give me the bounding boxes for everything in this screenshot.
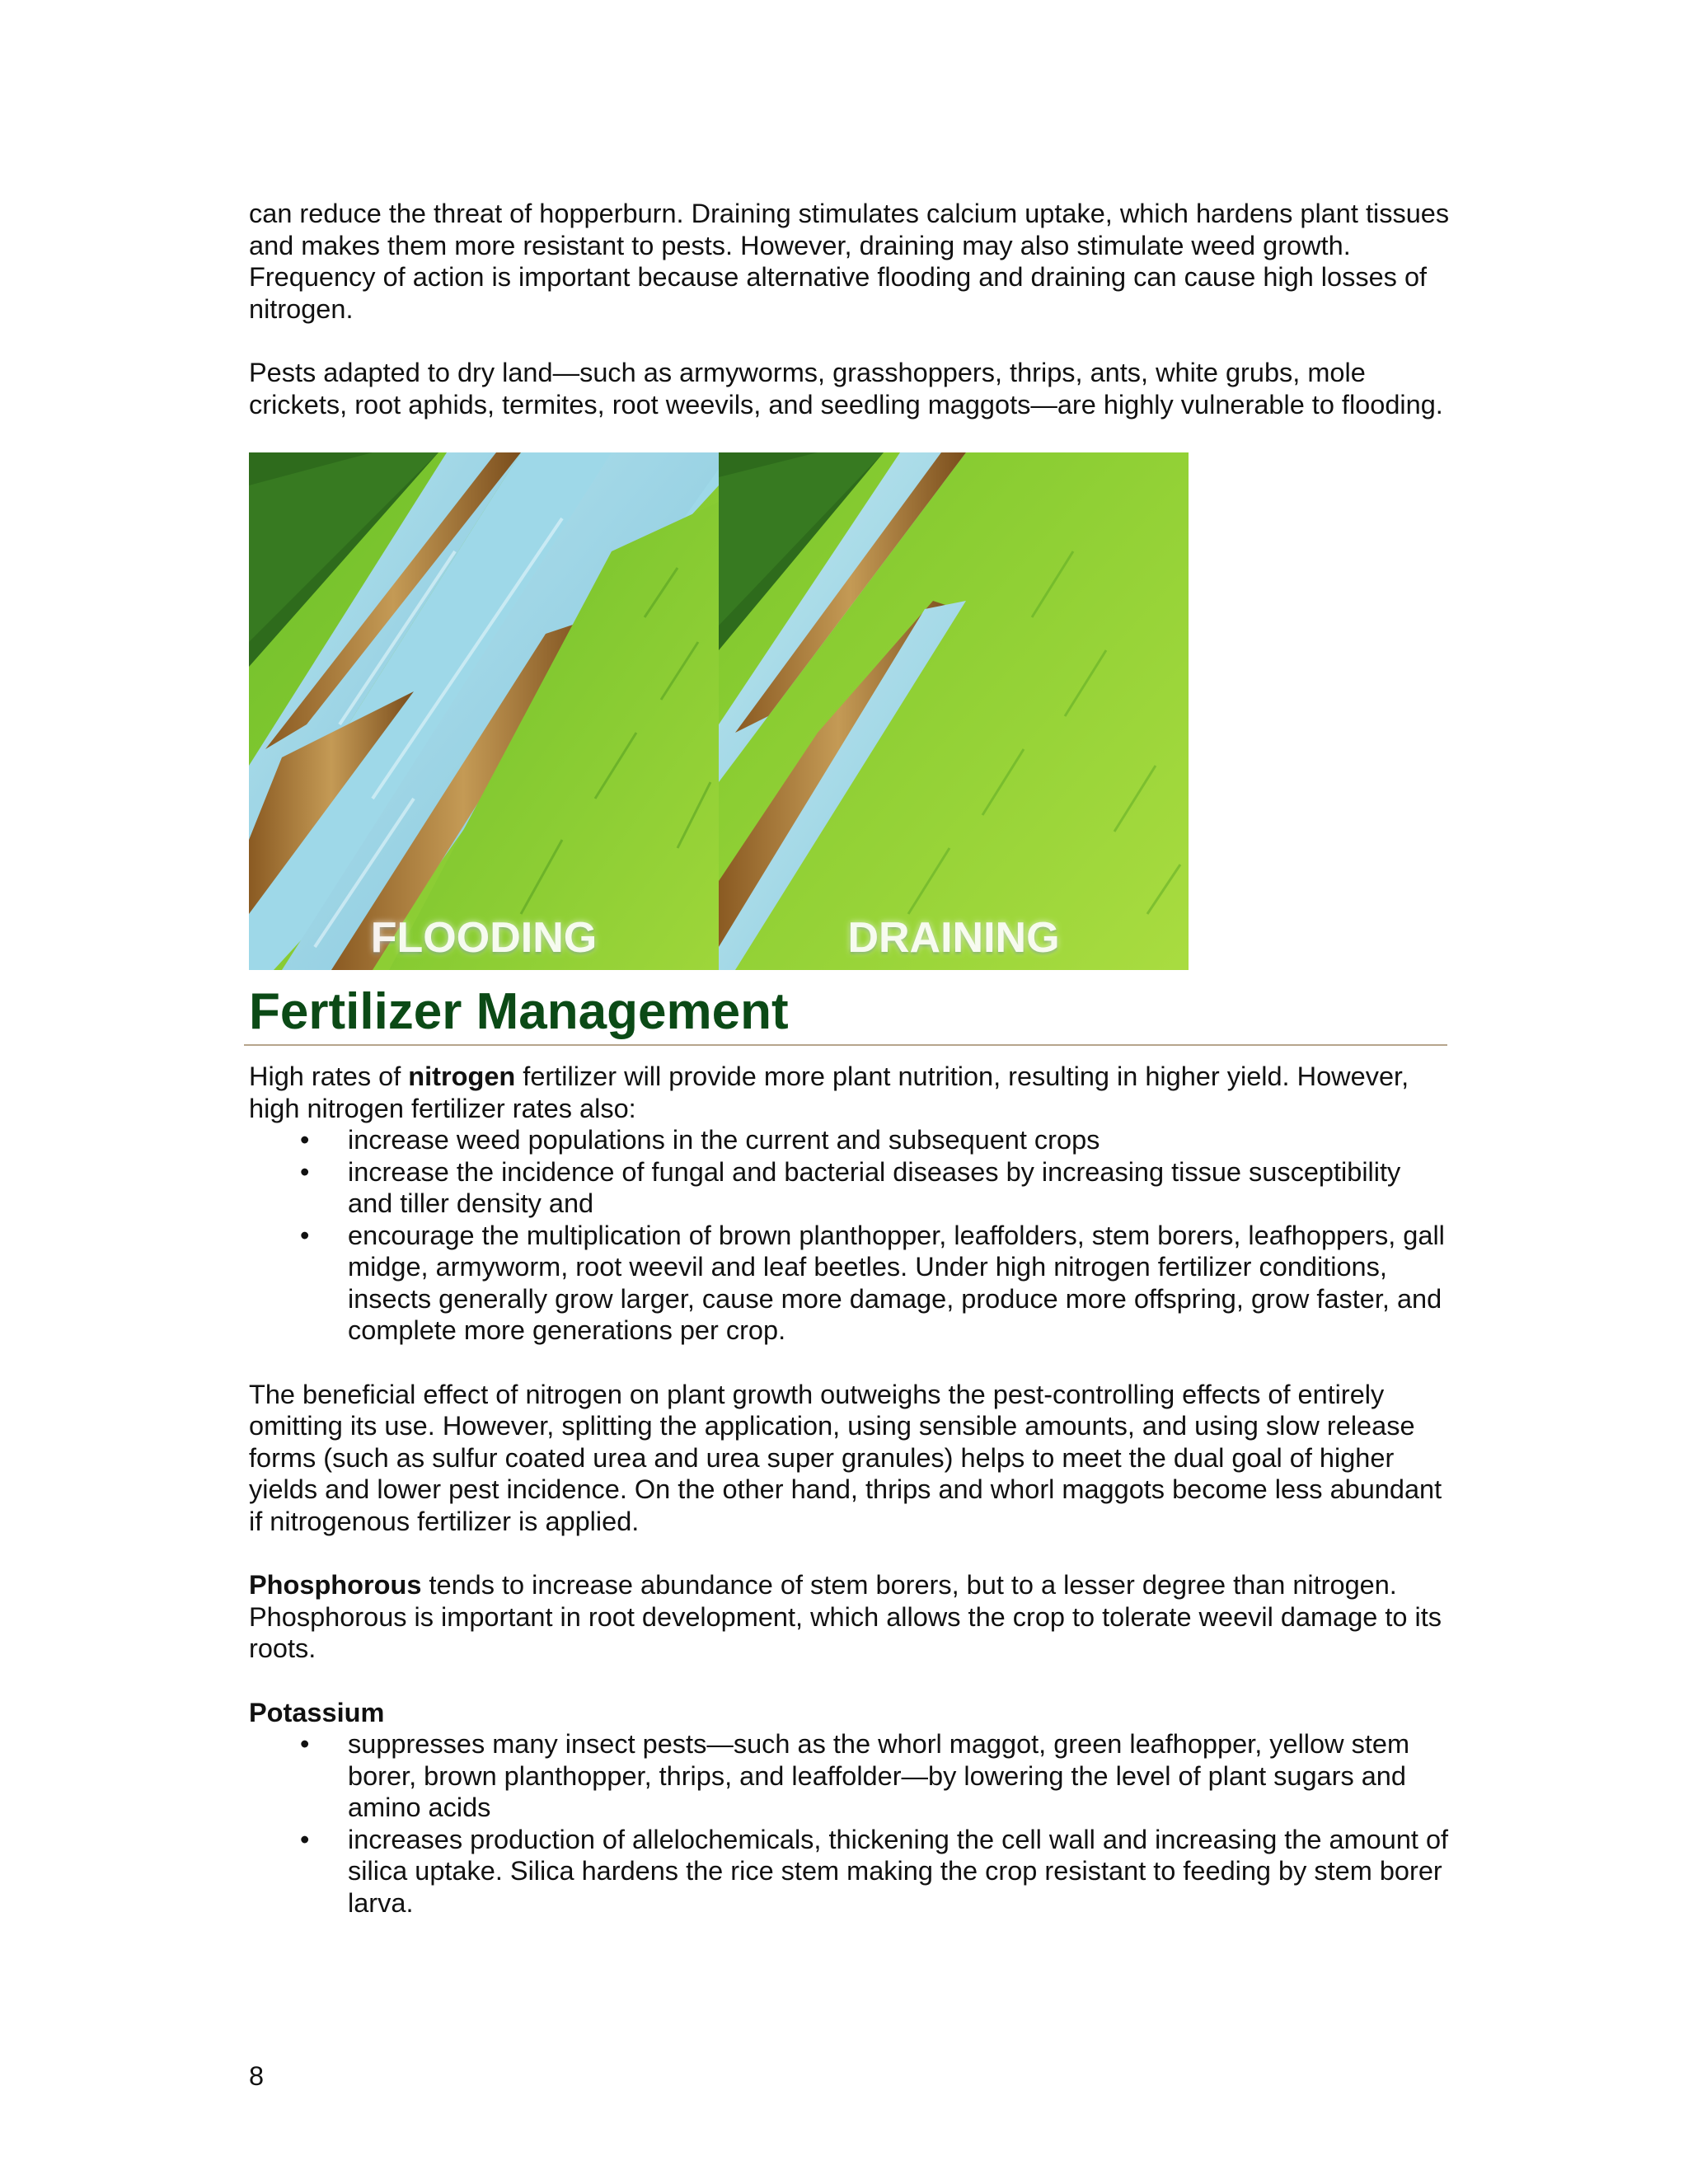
list-item <box>249 1220 1452 1347</box>
spacer <box>249 1347 1452 1379</box>
potassium-bold: Potassium <box>249 1697 385 1727</box>
section-divider <box>244 1044 1447 1046</box>
draining-label: DRAINING <box>847 913 1060 962</box>
flooding-illustration <box>249 452 719 970</box>
nitrogen-bullet-list <box>249 1124 1452 1347</box>
list-item-text: increases production of allelochemicals, thickening the cell wall and increasing the amount of silica uptake. Silica hardens the rice stem making the crop resistant to feeding by stem borer larva. <box>348 1824 1449 1918</box>
paragraph-hopperburn: can reduce the threat of hopperburn. Draining stimulates calcium uptake, which hardens plant tissues and makes them more resistant to pests. However, draining may also stimulate weed growth. Frequency of action is important because alternative flooding and draining can cause high losses of nitrogen. <box>249 199 1450 324</box>
paragraph-phosphorous <box>249 1569 1452 1665</box>
phosphorous-bold: Phosphorous <box>249 1570 422 1600</box>
bullet-icon: • <box>300 1125 310 1155</box>
phosphorous-text: tends to increase abundance of stem borers, but to a lesser degree than nitrogen. Phosphorous is important in root development, which allows the crop to tolerate weevil damage to its roots. <box>249 1570 1442 1663</box>
list-item <box>249 1124 1452 1156</box>
draining-illustration <box>719 452 1189 970</box>
list-item-text: encourage the multiplication of brown planthopper, leaffolders, stem borers, leafhoppers, gall midge, armyworm, root weevil and leaf beetles. Under high nitrogen fertilizer conditions, insects generally grow larger, cause more damage, produce more offspring, grow faster, and complete more generations per crop. <box>348 1220 1445 1345</box>
list-item-text: increase weed populations in the current and subsequent crops <box>348 1125 1100 1155</box>
spacer <box>249 1537 1452 1569</box>
list-item <box>249 1824 1452 1919</box>
page-number: 8 <box>249 2061 265 2091</box>
list-item <box>249 1728 1452 1824</box>
list-item-text: suppresses many insect pests—such as the whorl maggot, green leafhopper, yellow stem borer, brown planthopper, thrips, and leaffolder—by lowering the level of plant sugars and amino acids <box>348 1729 1410 1822</box>
spacer <box>249 1665 1452 1697</box>
draining-panel <box>719 452 1189 970</box>
section-title: Fertilizer Management <box>249 983 789 1040</box>
spacer <box>249 325 1452 357</box>
paragraph-beneficial-effect: The beneficial effect of nitrogen on plant growth outweighs the pest-controlling effects of entirely omitting its use. However, splitting the application, using sensible amounts, and using slow release forms (such as sulfur coated urea and urea super granules) helps to meet the dual goal of higher yields and lower pest incidence. On the other hand, thrips and whorl maggots become less abundant if nitrogenous fertilizer is applied. <box>249 1379 1442 1536</box>
nitrogen-intro-pre: High rates of <box>249 1062 409 1091</box>
bullet-icon: • <box>300 1156 310 1187</box>
flooding-draining-figure <box>249 452 1189 970</box>
bullet-icon: • <box>300 1220 310 1250</box>
nitrogen-intro <box>249 1061 1452 1124</box>
potassium-bullet-list <box>249 1728 1452 1919</box>
nitrogen-bold: nitrogen <box>408 1062 516 1091</box>
page-content <box>249 198 1452 1919</box>
bullet-icon: • <box>300 1824 310 1854</box>
bullet-icon: • <box>300 1729 310 1759</box>
list-item-text: increase the incidence of fungal and bacterial diseases by increasing tissue susceptibility and tiller density and <box>348 1156 1401 1218</box>
potassium-heading <box>249 1697 1452 1729</box>
flooding-panel <box>249 452 719 970</box>
paragraph-dry-land-pests: Pests adapted to dry land—such as armyworms, grasshoppers, thrips, ants, white grubs, mole crickets, root aphids, termites, root weevils, and seedling maggots—are highly vulnerable to flooding. <box>249 358 1443 419</box>
nitrogen-intro-post: fertilizer will provide more plant nutrition, resulting in higher yield. However, high nitrogen fertilizer rates also: <box>249 1062 1409 1123</box>
flooding-label: FLOODING <box>370 913 598 962</box>
list-item <box>249 1156 1452 1220</box>
